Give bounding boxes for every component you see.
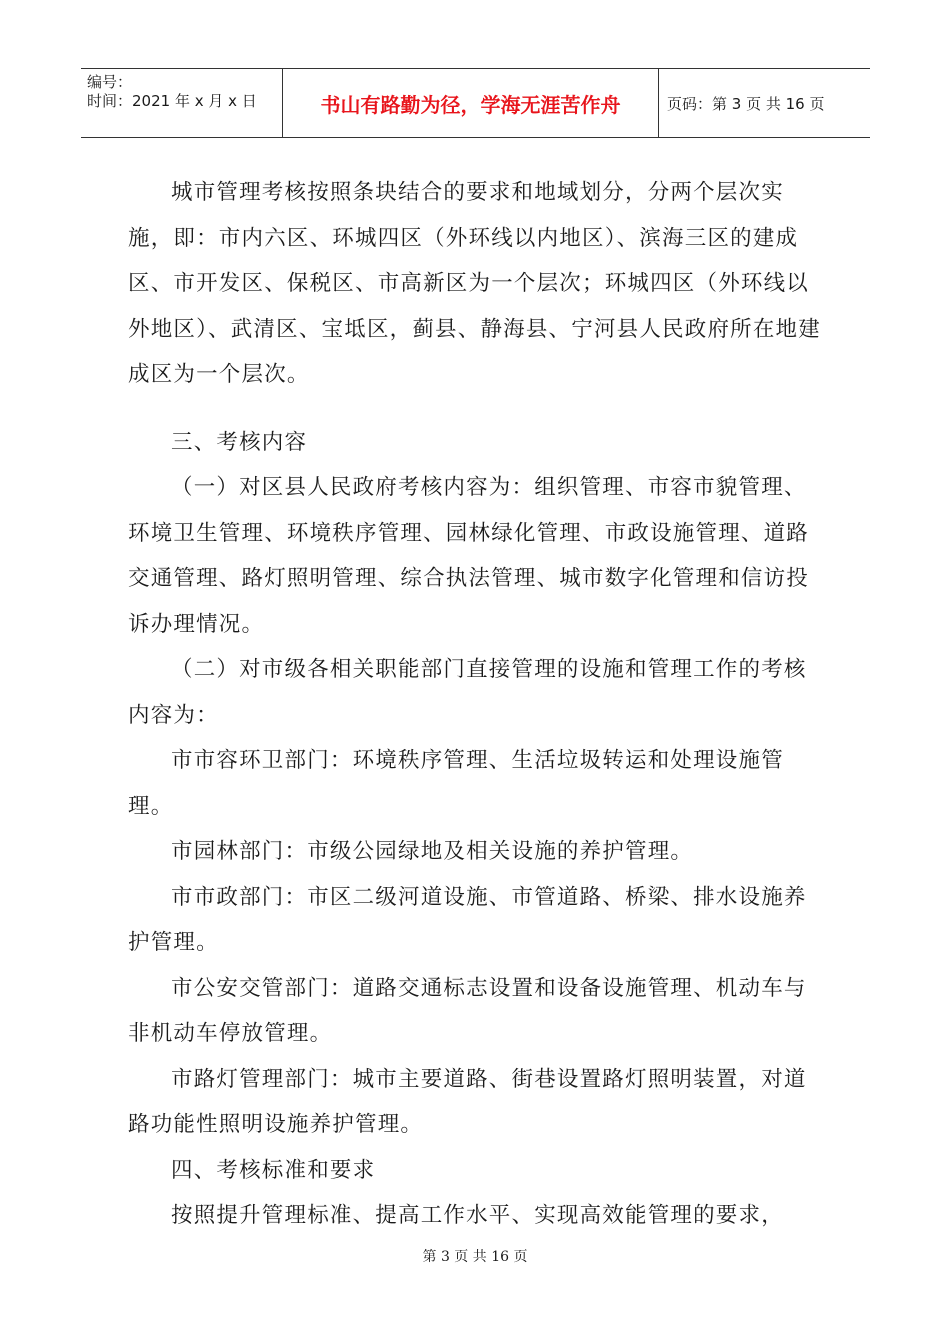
paragraph-traffic: 市公安交管部门：道路交通标志设置和设备设施管理、机动车与非机动车停放管理。 xyxy=(128,975,807,1046)
paragraph-streetlight: 市路灯管理部门：城市主要道路、街巷设置路灯照明装置，对道路功能性照明设施养护管理。 xyxy=(128,1066,807,1137)
paragraph-standards: 按照提升管理标准、提高工作水平、实现高效能管理的要求， xyxy=(171,1203,784,1228)
paragraph-municipal: 市市政部门：市区二级河道设施、市管道路、桥梁、排水设施养护管理。 xyxy=(128,884,807,955)
header-motto: 书山有路勤为径，学海无涯苦作舟 xyxy=(283,69,659,137)
paragraph-sanitation: 市市容环卫部门：环境秩序管理、生活垃圾转运和处理设施管理。 xyxy=(128,748,784,819)
paragraph-landscape: 市园林部门：市级公园绿地及相关设施的养护管理。 xyxy=(171,839,694,864)
header-table xyxy=(81,68,870,138)
section-heading-content: 三、考核内容 xyxy=(171,429,308,455)
number-label: 编号： xyxy=(87,73,133,91)
header-page-info: 页码：第 3 页 共 16 页 xyxy=(667,94,825,113)
section-heading-standards: 四、考核标准和要求 xyxy=(171,1157,376,1183)
document-body xyxy=(128,170,828,1239)
paragraph-district-content: （一）对区县人民政府考核内容为：组织管理、市容市貌管理、环境卫生管理、环境秩序管理、园林绿化管理、市政设施管理、道路交通管理、路灯照明管理、综合执法管理、城市数字化管理和信访投诉办理情况。 xyxy=(128,475,810,637)
paragraph-department-content: （二）对市级各相关职能部门直接管理的设施和管理工作的考核内容为： xyxy=(128,657,807,728)
time-label: 时间：2021 年 x 月 x 日 xyxy=(87,92,257,110)
page-footer: 第 3 页 共 16 页 xyxy=(422,1249,528,1265)
paragraph-scope: 城市管理考核按照条块结合的要求和地域划分，分两个层次实施，即：市内六区、环城四区（外环线以内地区）、滨海三区的建成区、市开发区、保税区、市高新区为一个层次；环城四区（外环线以外地区）、武清区、宝坻区，蓟县、静海县、宁河县人民政府所在地建成区为一个层次。 xyxy=(128,180,821,387)
header-meta-cell xyxy=(81,69,283,137)
